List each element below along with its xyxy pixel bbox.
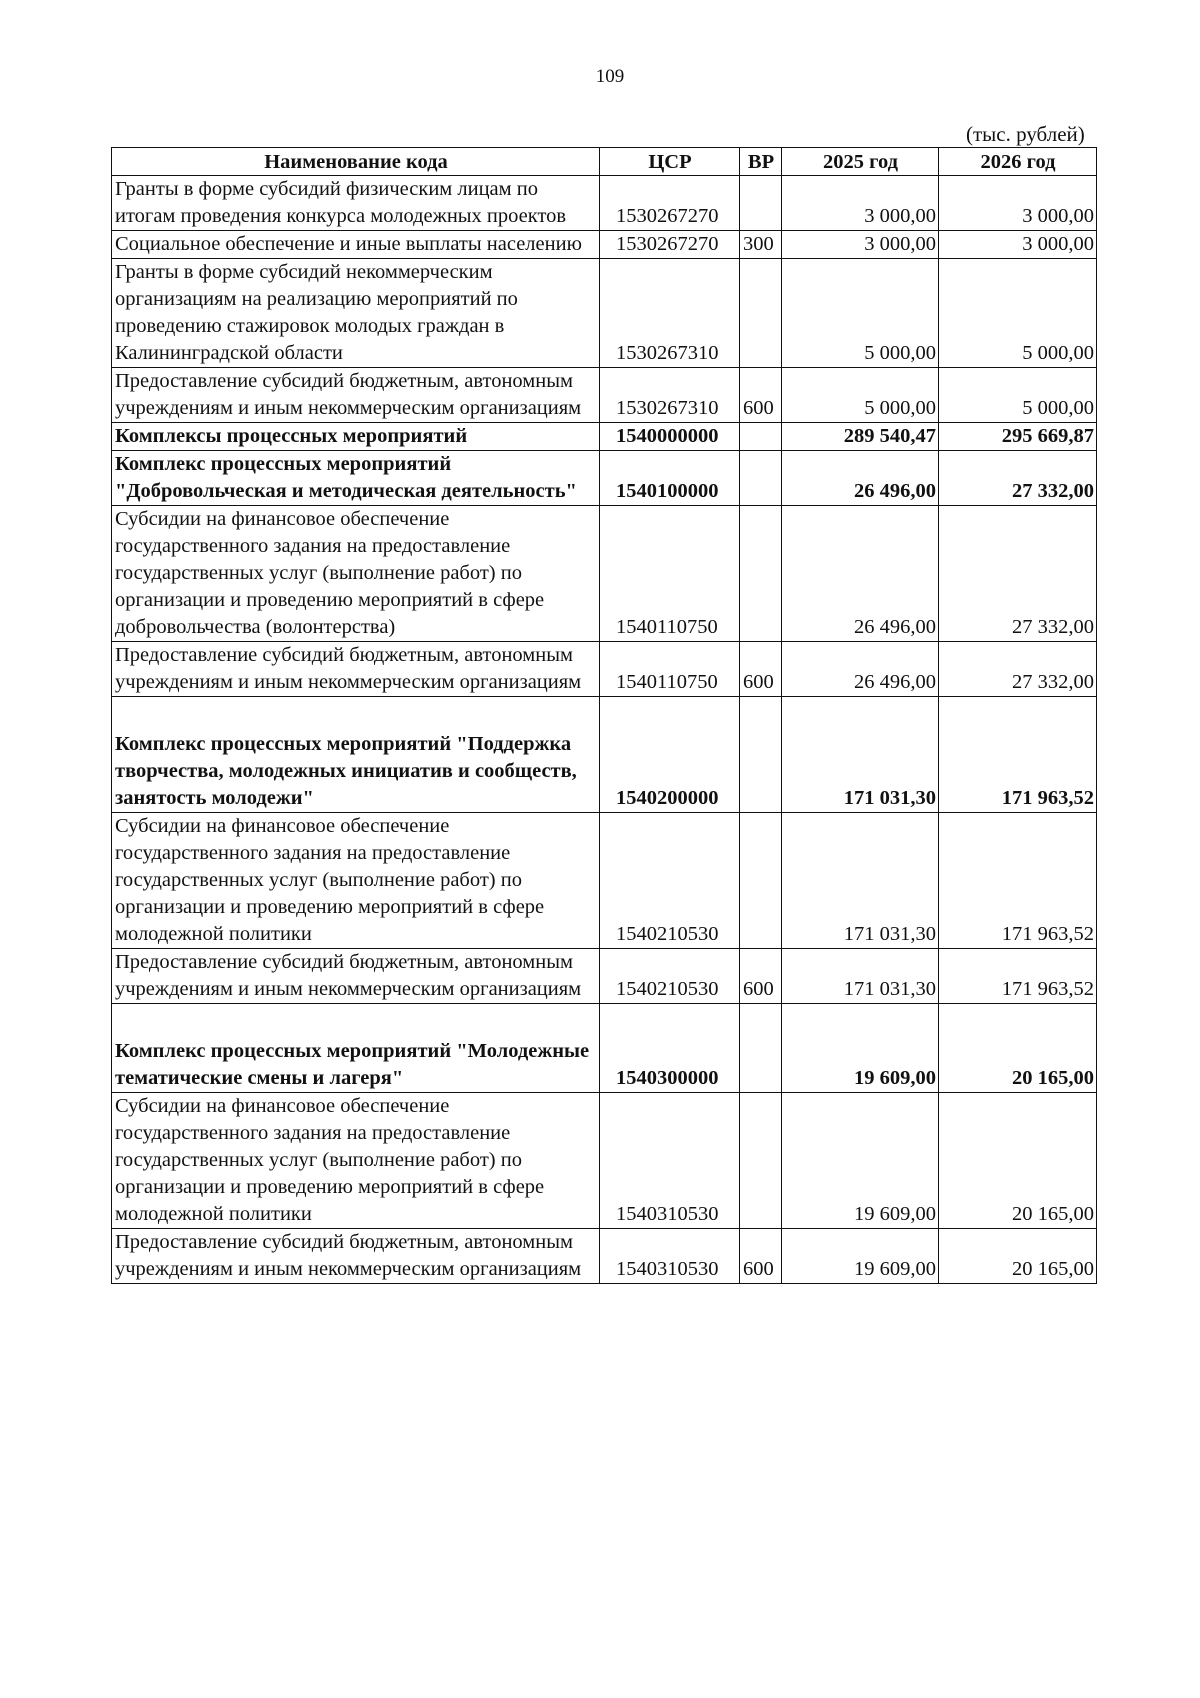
- header-vr: ВР: [740, 148, 782, 176]
- row-name: Комплекс процессных мероприятий "Молодежные тематические смены и лагеря": [112, 1004, 600, 1093]
- row-2026: 27 332,00: [939, 451, 1097, 506]
- row-csr: 1540210530: [600, 813, 740, 949]
- row-2026: 20 165,00: [939, 1229, 1097, 1284]
- row-2026: 295 669,87: [939, 423, 1097, 451]
- row-csr: 1540000000: [600, 423, 740, 451]
- table-row: [112, 949, 1097, 1004]
- row-2026: 5 000,00: [939, 368, 1097, 423]
- row-csr: 1540300000: [600, 1004, 740, 1093]
- table-row: [112, 259, 1097, 368]
- header-2026: 2026 год: [939, 148, 1097, 176]
- row-2025: 19 609,00: [782, 1229, 939, 1284]
- row-vr: 600: [740, 642, 782, 697]
- row-name: Комплекс процессных мероприятий "Добровольческая и методическая деятельность": [112, 451, 600, 506]
- page-number: 109: [595, 66, 625, 87]
- row-vr: [740, 813, 782, 949]
- table-row: [112, 451, 1097, 506]
- row-2025: 26 496,00: [782, 506, 939, 642]
- row-name: Предоставление субсидий бюджетным, автономным учреждениям и иным некоммерческим организациям: [112, 1229, 600, 1284]
- row-vr: 600: [740, 949, 782, 1004]
- row-2026: 27 332,00: [939, 506, 1097, 642]
- row-2026: 3 000,00: [939, 176, 1097, 231]
- row-name: Субсидии на финансовое обеспечение государственного задания на предоставление государственных услуг (выполнение работ) по организации и проведению мероприятий в сфере молодежной политики: [112, 813, 600, 949]
- table-row: [112, 1004, 1097, 1093]
- row-name: Субсидии на финансовое обеспечение государственного задания на предоставление государственных услуг (выполнение работ) по организации и проведению мероприятий в сфере молодежной политики: [112, 1093, 600, 1229]
- header-name: Наименование кода: [112, 148, 600, 176]
- row-csr: 1530267270: [600, 231, 740, 259]
- row-csr: 1540200000: [600, 697, 740, 813]
- row-2026: 20 165,00: [939, 1093, 1097, 1229]
- row-csr: 1540310530: [600, 1229, 740, 1284]
- units-label: (тыс. рублей): [966, 122, 1085, 146]
- row-2025: 19 609,00: [782, 1004, 939, 1093]
- row-csr: 1530267270: [600, 176, 740, 231]
- table-row: [112, 1093, 1097, 1229]
- row-vr: 600: [740, 1229, 782, 1284]
- row-2026: 3 000,00: [939, 231, 1097, 259]
- header-2025: 2025 год: [782, 148, 939, 176]
- table-row: [112, 423, 1097, 451]
- row-vr: [740, 697, 782, 813]
- row-name: Гранты в форме субсидий некоммерческим организациям на реализацию мероприятий по проведению стажировок молодых граждан в Калининградской области: [112, 259, 600, 368]
- row-2025: 5 000,00: [782, 368, 939, 423]
- row-2025: 289 540,47: [782, 423, 939, 451]
- table-row: [112, 176, 1097, 231]
- row-2025: 171 031,30: [782, 949, 939, 1004]
- row-vr: [740, 176, 782, 231]
- row-2026: 171 963,52: [939, 697, 1097, 813]
- row-name: Предоставление субсидий бюджетным, автономным учреждениям и иным некоммерческим организациям: [112, 642, 600, 697]
- table-row: [112, 506, 1097, 642]
- row-csr: 1540110750: [600, 506, 740, 642]
- header-csr: ЦСР: [600, 148, 740, 176]
- row-2025: 3 000,00: [782, 176, 939, 231]
- row-2026: 171 963,52: [939, 949, 1097, 1004]
- row-csr: 1540110750: [600, 642, 740, 697]
- row-vr: [740, 1093, 782, 1229]
- row-name: Гранты в форме субсидий физическим лицам по итогам проведения конкурса молодежных проектов: [112, 176, 600, 231]
- row-2025: 171 031,30: [782, 697, 939, 813]
- row-vr: [740, 506, 782, 642]
- row-2025: 171 031,30: [782, 813, 939, 949]
- row-2026: 27 332,00: [939, 642, 1097, 697]
- table-header-row: [112, 148, 1097, 176]
- row-2025: 3 000,00: [782, 231, 939, 259]
- row-2026: 5 000,00: [939, 259, 1097, 368]
- row-vr: [740, 451, 782, 506]
- row-name: Субсидии на финансовое обеспечение государственного задания на предоставление государственных услуг (выполнение работ) по организации и проведению мероприятий в сфере добровольчества (волонтерства): [112, 506, 600, 642]
- table-row: [112, 368, 1097, 423]
- row-vr: 600: [740, 368, 782, 423]
- row-csr: 1540310530: [600, 1093, 740, 1229]
- row-csr: 1530267310: [600, 259, 740, 368]
- row-2025: 26 496,00: [782, 451, 939, 506]
- row-2025: 5 000,00: [782, 259, 939, 368]
- row-name: Комплекс процессных мероприятий "Поддержка творчества, молодежных инициатив и сообществ, занятость молодежи": [112, 697, 600, 813]
- table-row: [112, 231, 1097, 259]
- row-2026: 171 963,52: [939, 813, 1097, 949]
- row-csr: 1540100000: [600, 451, 740, 506]
- row-name: Предоставление субсидий бюджетным, автономным учреждениям и иным некоммерческим организациям: [112, 368, 600, 423]
- row-vr: [740, 259, 782, 368]
- row-vr: [740, 1004, 782, 1093]
- row-2026: 20 165,00: [939, 1004, 1097, 1093]
- row-csr: 1530267310: [600, 368, 740, 423]
- row-name: Предоставление субсидий бюджетным, автономным учреждениям и иным некоммерческим организациям: [112, 949, 600, 1004]
- row-2025: 19 609,00: [782, 1093, 939, 1229]
- table-row: [112, 813, 1097, 949]
- budget-table: [111, 147, 1097, 1284]
- table-row: [112, 697, 1097, 813]
- row-vr: [740, 423, 782, 451]
- row-name: Социальное обеспечение и иные выплаты населению: [112, 231, 600, 259]
- table-row: [112, 642, 1097, 697]
- table-row: [112, 1229, 1097, 1284]
- row-csr: 1540210530: [600, 949, 740, 1004]
- row-vr: 300: [740, 231, 782, 259]
- row-name: Комплексы процессных мероприятий: [112, 423, 600, 451]
- row-2025: 26 496,00: [782, 642, 939, 697]
